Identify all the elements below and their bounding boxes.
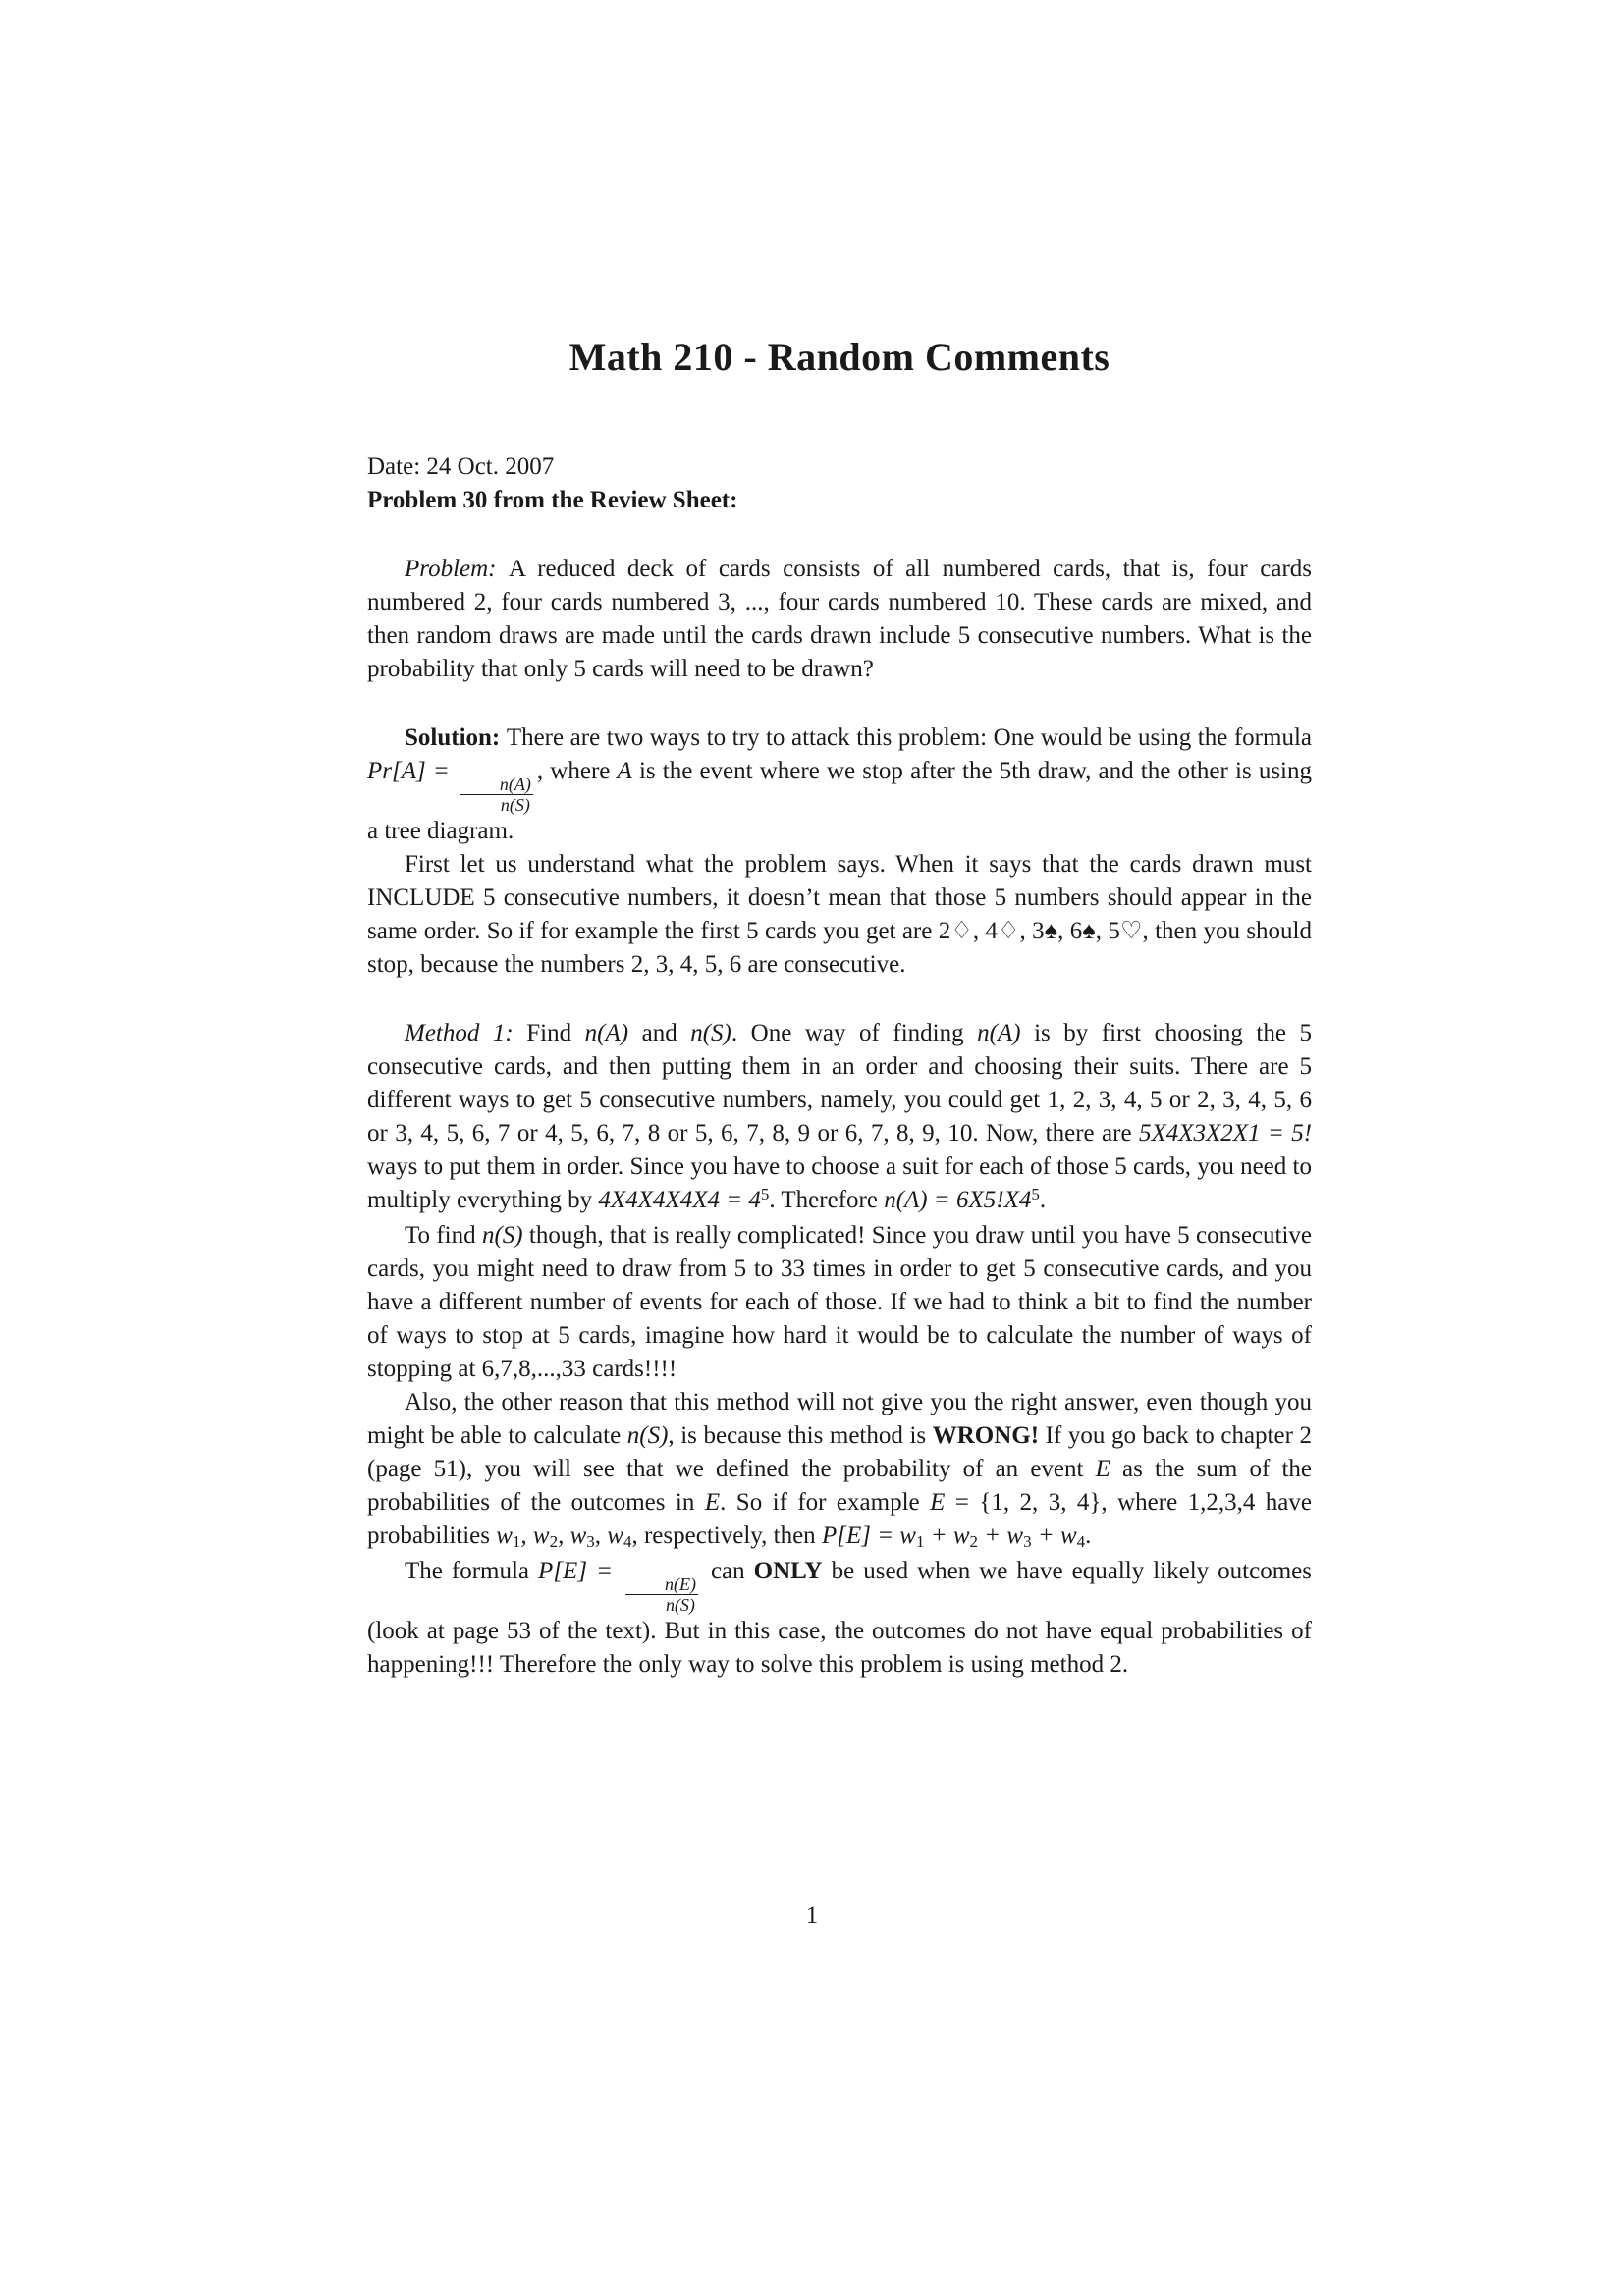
fraction-denominator: n(S) <box>625 1594 698 1615</box>
text-run: or <box>660 1120 695 1147</box>
text-run: The formula <box>405 1558 539 1584</box>
paragraph <box>367 848 1312 982</box>
text-run: A <box>617 758 632 784</box>
text-run: If you go back to chapter 2 (page 51), you will see that we defined the probability of an event <box>367 1422 1312 1482</box>
text-run: Method 1: <box>405 1020 527 1046</box>
date-line: Date: 24 Oct. 2007 <box>367 454 555 480</box>
text-run: = {1, 2, 3, 4}, where 1,2,3,4 have probabilities <box>367 1489 1312 1549</box>
text-run: P[E] = w <box>821 1522 916 1549</box>
text-run: n(S) <box>481 1222 523 1249</box>
text-run: , then you should stop, because the numbers <box>367 918 1312 978</box>
text-run: E <box>1095 1456 1110 1482</box>
text-run: 4, 5, 6, 7, 8 <box>545 1120 661 1147</box>
paragraph <box>367 553 1312 686</box>
text-run: There are two ways to try to attack this problem: One would be using the formula <box>506 724 1312 751</box>
text-run: E <box>930 1489 946 1516</box>
text-run: P[E] = <box>538 1558 622 1584</box>
text-run: , w <box>594 1522 623 1549</box>
text-run: . <box>1085 1522 1092 1549</box>
text-run: 1 <box>512 1532 521 1552</box>
inline-fraction <box>460 774 534 815</box>
text-run: though, that is really complicated! Since you draw until you have 5 consecutive cards, you might need to draw from 5 to 33 times in order to get 5 consecutive cards, and you have a different number of events for each of those. If we had to think a bit to find the number of ways to stop at 5 cards, imagine how hard it would be to calculate the number of ways of stopping at 6,7,8,...,33 cards!!!! <box>367 1222 1312 1382</box>
text-run: , w <box>520 1522 550 1549</box>
text-run: Also, the other reason that this method will not give you the right answer, even though you might be able to calculate <box>367 1389 1312 1449</box>
paragraph <box>367 1017 1312 1219</box>
text-run: and <box>628 1020 691 1046</box>
text-run: 4 <box>623 1532 632 1552</box>
paragraph <box>367 1555 1312 1682</box>
text-run: or <box>510 1120 546 1147</box>
text-run: w <box>496 1522 513 1549</box>
text-run: 3, 4, 5, 6, 7 <box>395 1120 511 1147</box>
text-run: or <box>1162 1087 1198 1113</box>
text-run: are consecutive. <box>741 951 906 978</box>
text-run: To find <box>405 1222 482 1249</box>
text-run: . So if for example <box>720 1489 931 1516</box>
text-run: 4X4X4X4X4 = 4 <box>598 1187 761 1213</box>
text-run: 2, 3, 4, 5, 6 <box>630 951 742 978</box>
text-run: + w <box>924 1522 970 1549</box>
text-run: A reduced deck of cards consists of all numbered cards, that is, four cards numbered 2, four cards numbered 3, ..., four cards numbered 10. These cards are mixed, and then random draws are made until the cards drawn include 5 consecutive numbers. What is the probability that only 5 cards will need to be drawn? <box>367 556 1312 682</box>
text-run: is the event where we stop after the 5th draw, and the other is using a tree diagram. <box>367 758 1312 844</box>
text-run: or <box>810 1120 845 1147</box>
text-run: 5 <box>760 1185 770 1204</box>
text-run: . Therefore <box>769 1187 885 1213</box>
body-paragraphs <box>367 553 1312 1682</box>
text-run: 3 <box>586 1532 595 1552</box>
text-run: as the sum of the probabilities of the outcomes in <box>367 1456 1312 1516</box>
paragraph <box>367 721 1312 848</box>
text-run: 3 <box>1023 1532 1032 1552</box>
text-run: is by first choosing the 5 consecutive cards, and then putting them in an order and choosing their suits. There are 5 different ways to get 5 consecutive numbers, namely, you could get <box>367 1020 1312 1113</box>
text-run: , where <box>536 758 618 784</box>
text-run: 5 <box>1031 1185 1040 1204</box>
text-run: ONLY <box>753 1558 823 1584</box>
document-content <box>367 334 1312 1682</box>
text-run: 2 <box>549 1532 559 1552</box>
text-run: Problem: <box>405 556 510 582</box>
text-run: 5X4X3X2X1 = 5! <box>1138 1120 1313 1147</box>
text-run: Solution: <box>405 724 507 751</box>
text-run: be used when we have equally likely outcomes (look at page 53 of the text). But in this case, the outcomes do not have equal probabilities of happening!!! Therefore the only way to solve this problem is using method 2. <box>367 1558 1312 1678</box>
text-run: can <box>701 1558 754 1584</box>
fraction-numerator: n(E) <box>664 1574 696 1594</box>
text-run: 2, 3, 4, 5, 6 <box>1197 1087 1312 1113</box>
text-run: n(A) <box>584 1020 629 1046</box>
page-title: Math 210 - Random Comments <box>568 335 1110 379</box>
text-run: . Now, there are <box>972 1120 1139 1147</box>
text-run: . One way of finding <box>731 1020 978 1046</box>
text-run: , is because this method is <box>668 1422 933 1449</box>
text-run: n(A) <box>977 1020 1021 1046</box>
text-run: 1, 2, 3, 4, 5 <box>1047 1087 1163 1113</box>
text-run: + w <box>978 1522 1024 1549</box>
text-run: 2♢, 4♢, 3♠, 6♠, 5♡ <box>938 918 1143 944</box>
page-number: 1 <box>805 1902 819 1929</box>
text-run: n(S) <box>690 1020 731 1046</box>
text-run: 5, 6, 7, 8, 9 <box>694 1120 811 1147</box>
text-run: ways to put them in order. Since you have to choose a suit for each of those 5 cards, you need to multiply everything by <box>367 1153 1312 1213</box>
text-run: , w <box>558 1522 587 1549</box>
fraction-numerator: n(A) <box>499 774 531 794</box>
text-run: or <box>367 1120 396 1147</box>
text-run: , respectively, then <box>631 1522 822 1549</box>
subtitle: Problem 30 from the Review Sheet: <box>367 487 738 513</box>
text-run: n(A) = 6X5!X4 <box>884 1187 1032 1213</box>
inline-fraction <box>624 1575 699 1615</box>
text-run: . <box>1039 1187 1047 1213</box>
fraction-denominator: n(S) <box>460 794 533 815</box>
text-run: First let us understand what the problem says. When it says that the cards drawn must INCLUDE 5 consecutive numbers, it doesn’t mean that those 5 numbers should appear in the same order. So if for example the first 5 cards you get are <box>367 851 1312 944</box>
text-run: 1 <box>915 1532 925 1552</box>
text-run: + w <box>1031 1522 1077 1549</box>
meta-block <box>367 451 1312 517</box>
paragraph <box>367 1219 1312 1386</box>
text-run: 4 <box>1076 1532 1086 1552</box>
text-run: 6, 7, 8, 9, 10 <box>844 1120 973 1147</box>
text-run: n(S) <box>626 1422 669 1449</box>
text-run: 2 <box>969 1532 979 1552</box>
paragraph <box>367 1386 1312 1555</box>
text-run: Find <box>526 1020 585 1046</box>
text-run: E <box>704 1489 721 1516</box>
text-run: WRONG! <box>932 1422 1040 1449</box>
text-run: Pr[A] = <box>367 758 457 784</box>
